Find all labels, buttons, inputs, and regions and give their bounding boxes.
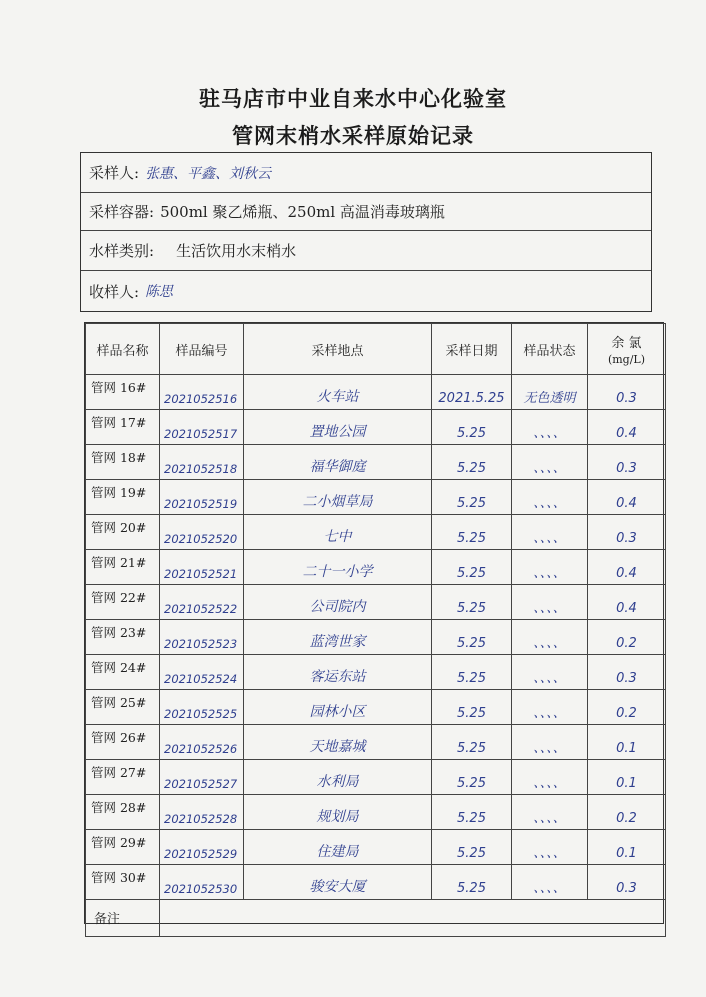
sample-name-cell xyxy=(86,480,160,515)
location-cell-text: 二小烟草局 xyxy=(302,494,373,510)
table-row xyxy=(86,795,666,830)
date-cell-text: 5.25 xyxy=(457,426,486,441)
sample-code-cell xyxy=(160,550,244,585)
receiver-row xyxy=(81,271,651,311)
status-cell-text: 、、、、 xyxy=(533,461,566,476)
chlorine-cell xyxy=(588,830,666,865)
header-chlorine-unit: (mg/L) xyxy=(607,353,646,366)
status-cell xyxy=(512,865,588,900)
status-cell-text: 、、、、 xyxy=(533,671,566,686)
sample-name-cell-text: 管网 30# xyxy=(91,870,147,885)
status-cell xyxy=(512,725,588,760)
container-value: 500ml 聚乙烯瓶、250ml 高温消毒玻璃瓶 xyxy=(160,203,445,221)
sample-name-cell xyxy=(86,515,160,550)
sample-name-cell-text: 管网 26# xyxy=(91,730,147,745)
location-cell xyxy=(244,865,432,900)
sample-name-cell xyxy=(86,760,160,795)
table-row xyxy=(86,620,666,655)
date-cell xyxy=(432,795,512,830)
sample-code-cell xyxy=(160,515,244,550)
chlorine-cell xyxy=(588,445,666,480)
sample-name-cell-text: 管网 21# xyxy=(91,555,147,570)
location-cell xyxy=(244,830,432,865)
status-cell xyxy=(512,375,588,410)
date-cell xyxy=(432,865,512,900)
chlorine-cell xyxy=(588,725,666,760)
record-title: 管网末梢水采样原始记录 xyxy=(232,124,474,148)
sample-code-cell-text: 2021052524 xyxy=(164,672,238,686)
date-cell-text: 5.25 xyxy=(457,811,486,826)
location-cell-text: 火车站 xyxy=(316,389,359,405)
location-cell-text: 住建局 xyxy=(316,844,359,860)
status-cell xyxy=(512,480,588,515)
chlorine-cell xyxy=(588,375,666,410)
receiver-value: 陈思 xyxy=(145,284,174,300)
date-cell xyxy=(432,620,512,655)
location-cell xyxy=(244,410,432,445)
sample-name-cell xyxy=(86,550,160,585)
header-date: 采样日期 xyxy=(432,324,512,375)
sample-code-cell-text: 2021052521 xyxy=(164,567,238,581)
location-cell-text: 骏安大厦 xyxy=(309,879,366,895)
location-cell xyxy=(244,655,432,690)
sample-code-cell xyxy=(160,865,244,900)
sample-code-cell-text: 2021052522 xyxy=(164,602,238,616)
chlorine-cell xyxy=(588,760,666,795)
table-row xyxy=(86,830,666,865)
chlorine-cell-text: 0.4 xyxy=(616,496,637,511)
sample-name-cell xyxy=(86,795,160,830)
sampler-label: 采样人: xyxy=(89,164,140,182)
header-status: 样品状态 xyxy=(512,324,588,375)
date-cell xyxy=(432,480,512,515)
chlorine-cell-text: 0.4 xyxy=(616,601,637,616)
date-cell xyxy=(432,550,512,585)
date-cell xyxy=(432,725,512,760)
chlorine-cell xyxy=(588,795,666,830)
date-cell-text: 5.25 xyxy=(457,496,486,511)
sample-name-cell xyxy=(86,585,160,620)
sample-name-cell-text: 管网 18# xyxy=(91,450,147,465)
sample-code-cell-text: 2021052529 xyxy=(164,847,238,861)
sample-name-cell-text: 管网 24# xyxy=(91,660,147,675)
date-cell xyxy=(432,410,512,445)
location-cell-text: 二十一小学 xyxy=(302,564,373,580)
sample-code-cell xyxy=(160,620,244,655)
table-header-row xyxy=(86,324,666,375)
status-cell xyxy=(512,445,588,480)
location-cell-text: 公司院内 xyxy=(309,599,366,615)
location-cell xyxy=(244,795,432,830)
table-row xyxy=(86,375,666,410)
chlorine-cell-text: 0.3 xyxy=(616,461,637,476)
sample-code-cell xyxy=(160,690,244,725)
status-cell-text: 、、、、 xyxy=(533,601,566,616)
sample-name-cell xyxy=(86,830,160,865)
location-cell-text: 置地公园 xyxy=(309,424,366,440)
location-cell-text: 水利局 xyxy=(316,774,359,790)
header-sample-name: 样品名称 xyxy=(86,324,160,375)
table-row xyxy=(86,585,666,620)
status-cell-text: 、、、、 xyxy=(533,496,566,511)
sample-code-cell xyxy=(160,445,244,480)
status-cell xyxy=(512,795,588,830)
sample-name-cell-text: 管网 17# xyxy=(91,415,147,430)
location-cell xyxy=(244,690,432,725)
chlorine-cell xyxy=(588,690,666,725)
chlorine-cell xyxy=(588,865,666,900)
date-cell xyxy=(432,515,512,550)
location-cell xyxy=(244,375,432,410)
status-cell-text: 、、、、 xyxy=(533,706,566,721)
chlorine-cell xyxy=(588,550,666,585)
sample-code-cell-text: 2021052523 xyxy=(164,637,238,651)
status-cell-text: 、、、、 xyxy=(533,566,566,581)
sample-code-cell-text: 2021052518 xyxy=(164,462,238,476)
date-cell xyxy=(432,760,512,795)
date-cell xyxy=(432,585,512,620)
status-cell xyxy=(512,690,588,725)
status-cell-text: 无色透明 xyxy=(523,391,576,406)
table-row xyxy=(86,445,666,480)
chlorine-cell-text: 0.2 xyxy=(616,706,637,721)
status-cell xyxy=(512,760,588,795)
table-row xyxy=(86,760,666,795)
date-cell-text: 5.25 xyxy=(457,636,486,651)
table-row xyxy=(86,550,666,585)
date-cell xyxy=(432,830,512,865)
header-sample-code: 样品编号 xyxy=(160,324,244,375)
sample-code-cell-text: 2021052526 xyxy=(164,742,238,756)
sample-code-cell xyxy=(160,585,244,620)
sample-code-cell xyxy=(160,795,244,830)
status-cell-text: 、、、、 xyxy=(533,741,566,756)
water-type-label: 水样类别: xyxy=(89,242,155,260)
date-cell xyxy=(432,445,512,480)
chlorine-cell xyxy=(588,515,666,550)
lab-title: 驻马店市中业自来水中心化验室 xyxy=(199,87,507,111)
status-cell-text: 、、、、 xyxy=(533,881,566,896)
status-cell xyxy=(512,410,588,445)
status-cell xyxy=(512,585,588,620)
location-cell-text: 福华御庭 xyxy=(309,459,366,475)
sample-code-cell-text: 2021052517 xyxy=(164,427,238,441)
remark-value-cell xyxy=(160,900,666,937)
location-cell-text: 园林小区 xyxy=(309,704,366,720)
sample-code-cell xyxy=(160,375,244,410)
location-cell xyxy=(244,445,432,480)
location-cell-text: 天地嘉城 xyxy=(309,739,366,755)
sample-name-cell xyxy=(86,725,160,760)
status-cell-text: 、、、、 xyxy=(533,811,566,826)
date-cell-text: 5.25 xyxy=(457,741,486,756)
sampler-row xyxy=(81,153,651,193)
sample-name-cell-text: 管网 25# xyxy=(91,695,147,710)
sampling-info-box xyxy=(80,152,652,312)
sample-name-cell xyxy=(86,620,160,655)
table-row xyxy=(86,655,666,690)
container-label: 采样容器: xyxy=(89,203,155,221)
date-cell-text: 5.25 xyxy=(457,566,486,581)
table-row xyxy=(86,725,666,760)
sampler-value: 张惠、平鑫、刘秋云 xyxy=(145,165,272,182)
location-cell-text: 规划局 xyxy=(316,809,359,825)
chlorine-cell xyxy=(588,480,666,515)
status-cell xyxy=(512,655,588,690)
status-cell xyxy=(512,550,588,585)
sample-name-cell-text: 管网 27# xyxy=(91,765,147,780)
date-cell xyxy=(432,655,512,690)
location-cell xyxy=(244,585,432,620)
date-cell-text: 5.25 xyxy=(457,531,486,546)
sample-code-cell xyxy=(160,410,244,445)
receiver-label: 收样人: xyxy=(89,282,140,301)
sample-name-cell-text: 管网 22# xyxy=(91,590,147,605)
chlorine-cell-text: 0.3 xyxy=(616,531,637,546)
table-row xyxy=(86,480,666,515)
status-cell xyxy=(512,830,588,865)
sample-code-cell-text: 2021052516 xyxy=(164,392,238,406)
chlorine-cell-text: 0.3 xyxy=(616,391,637,406)
chlorine-cell-text: 0.1 xyxy=(616,741,637,756)
table-row xyxy=(86,865,666,900)
location-cell xyxy=(244,515,432,550)
chlorine-cell-text: 0.4 xyxy=(616,566,637,581)
water-type-row xyxy=(81,231,651,271)
sample-name-cell xyxy=(86,865,160,900)
chlorine-cell-text: 0.2 xyxy=(616,811,637,826)
date-cell-text: 5.25 xyxy=(457,881,486,896)
table-row xyxy=(86,515,666,550)
location-cell xyxy=(244,550,432,585)
table-row xyxy=(86,690,666,725)
date-cell-text: 2021.5.25 xyxy=(438,391,505,406)
status-cell-text: 、、、、 xyxy=(533,636,566,651)
date-cell-text: 5.25 xyxy=(457,846,486,861)
header-location: 采样地点 xyxy=(244,324,432,375)
date-cell-text: 5.25 xyxy=(457,461,486,476)
date-cell xyxy=(432,690,512,725)
sample-name-cell xyxy=(86,655,160,690)
sample-name-cell-text: 管网 16# xyxy=(91,380,147,395)
remark-row xyxy=(86,900,666,937)
container-row xyxy=(81,193,651,231)
sample-code-cell-text: 2021052527 xyxy=(164,777,238,791)
sample-name-cell-text: 管网 19# xyxy=(91,485,147,500)
remark-label-cell xyxy=(86,900,160,937)
sample-name-cell-text: 管网 20# xyxy=(91,520,147,535)
location-cell xyxy=(244,620,432,655)
status-cell-text: 、、、、 xyxy=(533,846,566,861)
chlorine-cell-text: 0.1 xyxy=(616,776,637,791)
water-type-value: 生活饮用水末梢水 xyxy=(176,242,297,260)
location-cell xyxy=(244,760,432,795)
status-cell xyxy=(512,620,588,655)
sample-code-cell-text: 2021052530 xyxy=(164,882,238,896)
sample-code-cell-text: 2021052519 xyxy=(164,497,238,511)
sample-code-cell xyxy=(160,830,244,865)
sample-name-cell-text: 管网 29# xyxy=(91,835,147,850)
sample-name-cell-text: 管网 23# xyxy=(91,625,147,640)
location-cell xyxy=(244,725,432,760)
sample-code-cell xyxy=(160,725,244,760)
date-cell xyxy=(432,375,512,410)
location-cell-text: 客运东站 xyxy=(309,669,366,685)
date-cell-text: 5.25 xyxy=(457,776,486,791)
remark-label: 备注 xyxy=(94,912,121,927)
sample-code-cell-text: 2021052528 xyxy=(164,812,238,826)
sample-name-cell xyxy=(86,375,160,410)
sample-code-cell-text: 2021052520 xyxy=(164,532,238,546)
sample-code-cell xyxy=(160,655,244,690)
date-cell-text: 5.25 xyxy=(457,601,486,616)
date-cell-text: 5.25 xyxy=(457,671,486,686)
sample-name-cell-text: 管网 28# xyxy=(91,800,147,815)
chlorine-cell xyxy=(588,410,666,445)
table-row xyxy=(86,410,666,445)
chlorine-cell-text: 0.3 xyxy=(616,671,637,686)
location-cell-text: 蓝湾世家 xyxy=(309,634,366,650)
header-chlorine-label: 余 氯 xyxy=(611,336,642,351)
chlorine-cell-text: 0.2 xyxy=(616,636,637,651)
location-cell-text: 七中 xyxy=(323,529,352,545)
sample-code-cell xyxy=(160,760,244,795)
chlorine-cell-text: 0.3 xyxy=(616,881,637,896)
chlorine-cell xyxy=(588,620,666,655)
header-chlorine xyxy=(588,324,666,375)
status-cell-text: 、、、、 xyxy=(533,776,566,791)
sample-code-cell xyxy=(160,480,244,515)
sample-code-cell-text: 2021052525 xyxy=(164,707,238,721)
date-cell-text: 5.25 xyxy=(457,706,486,721)
chlorine-cell-text: 0.1 xyxy=(616,846,637,861)
status-cell-text: 、、、、 xyxy=(533,531,566,546)
sample-name-cell xyxy=(86,445,160,480)
sample-name-cell xyxy=(86,410,160,445)
chlorine-cell xyxy=(588,655,666,690)
sample-record-table xyxy=(84,322,664,927)
status-cell xyxy=(512,515,588,550)
location-cell xyxy=(244,480,432,515)
chlorine-cell-text: 0.4 xyxy=(616,426,637,441)
status-cell-text: 、、、、 xyxy=(533,426,566,441)
chlorine-cell xyxy=(588,585,666,620)
sample-name-cell xyxy=(86,690,160,725)
